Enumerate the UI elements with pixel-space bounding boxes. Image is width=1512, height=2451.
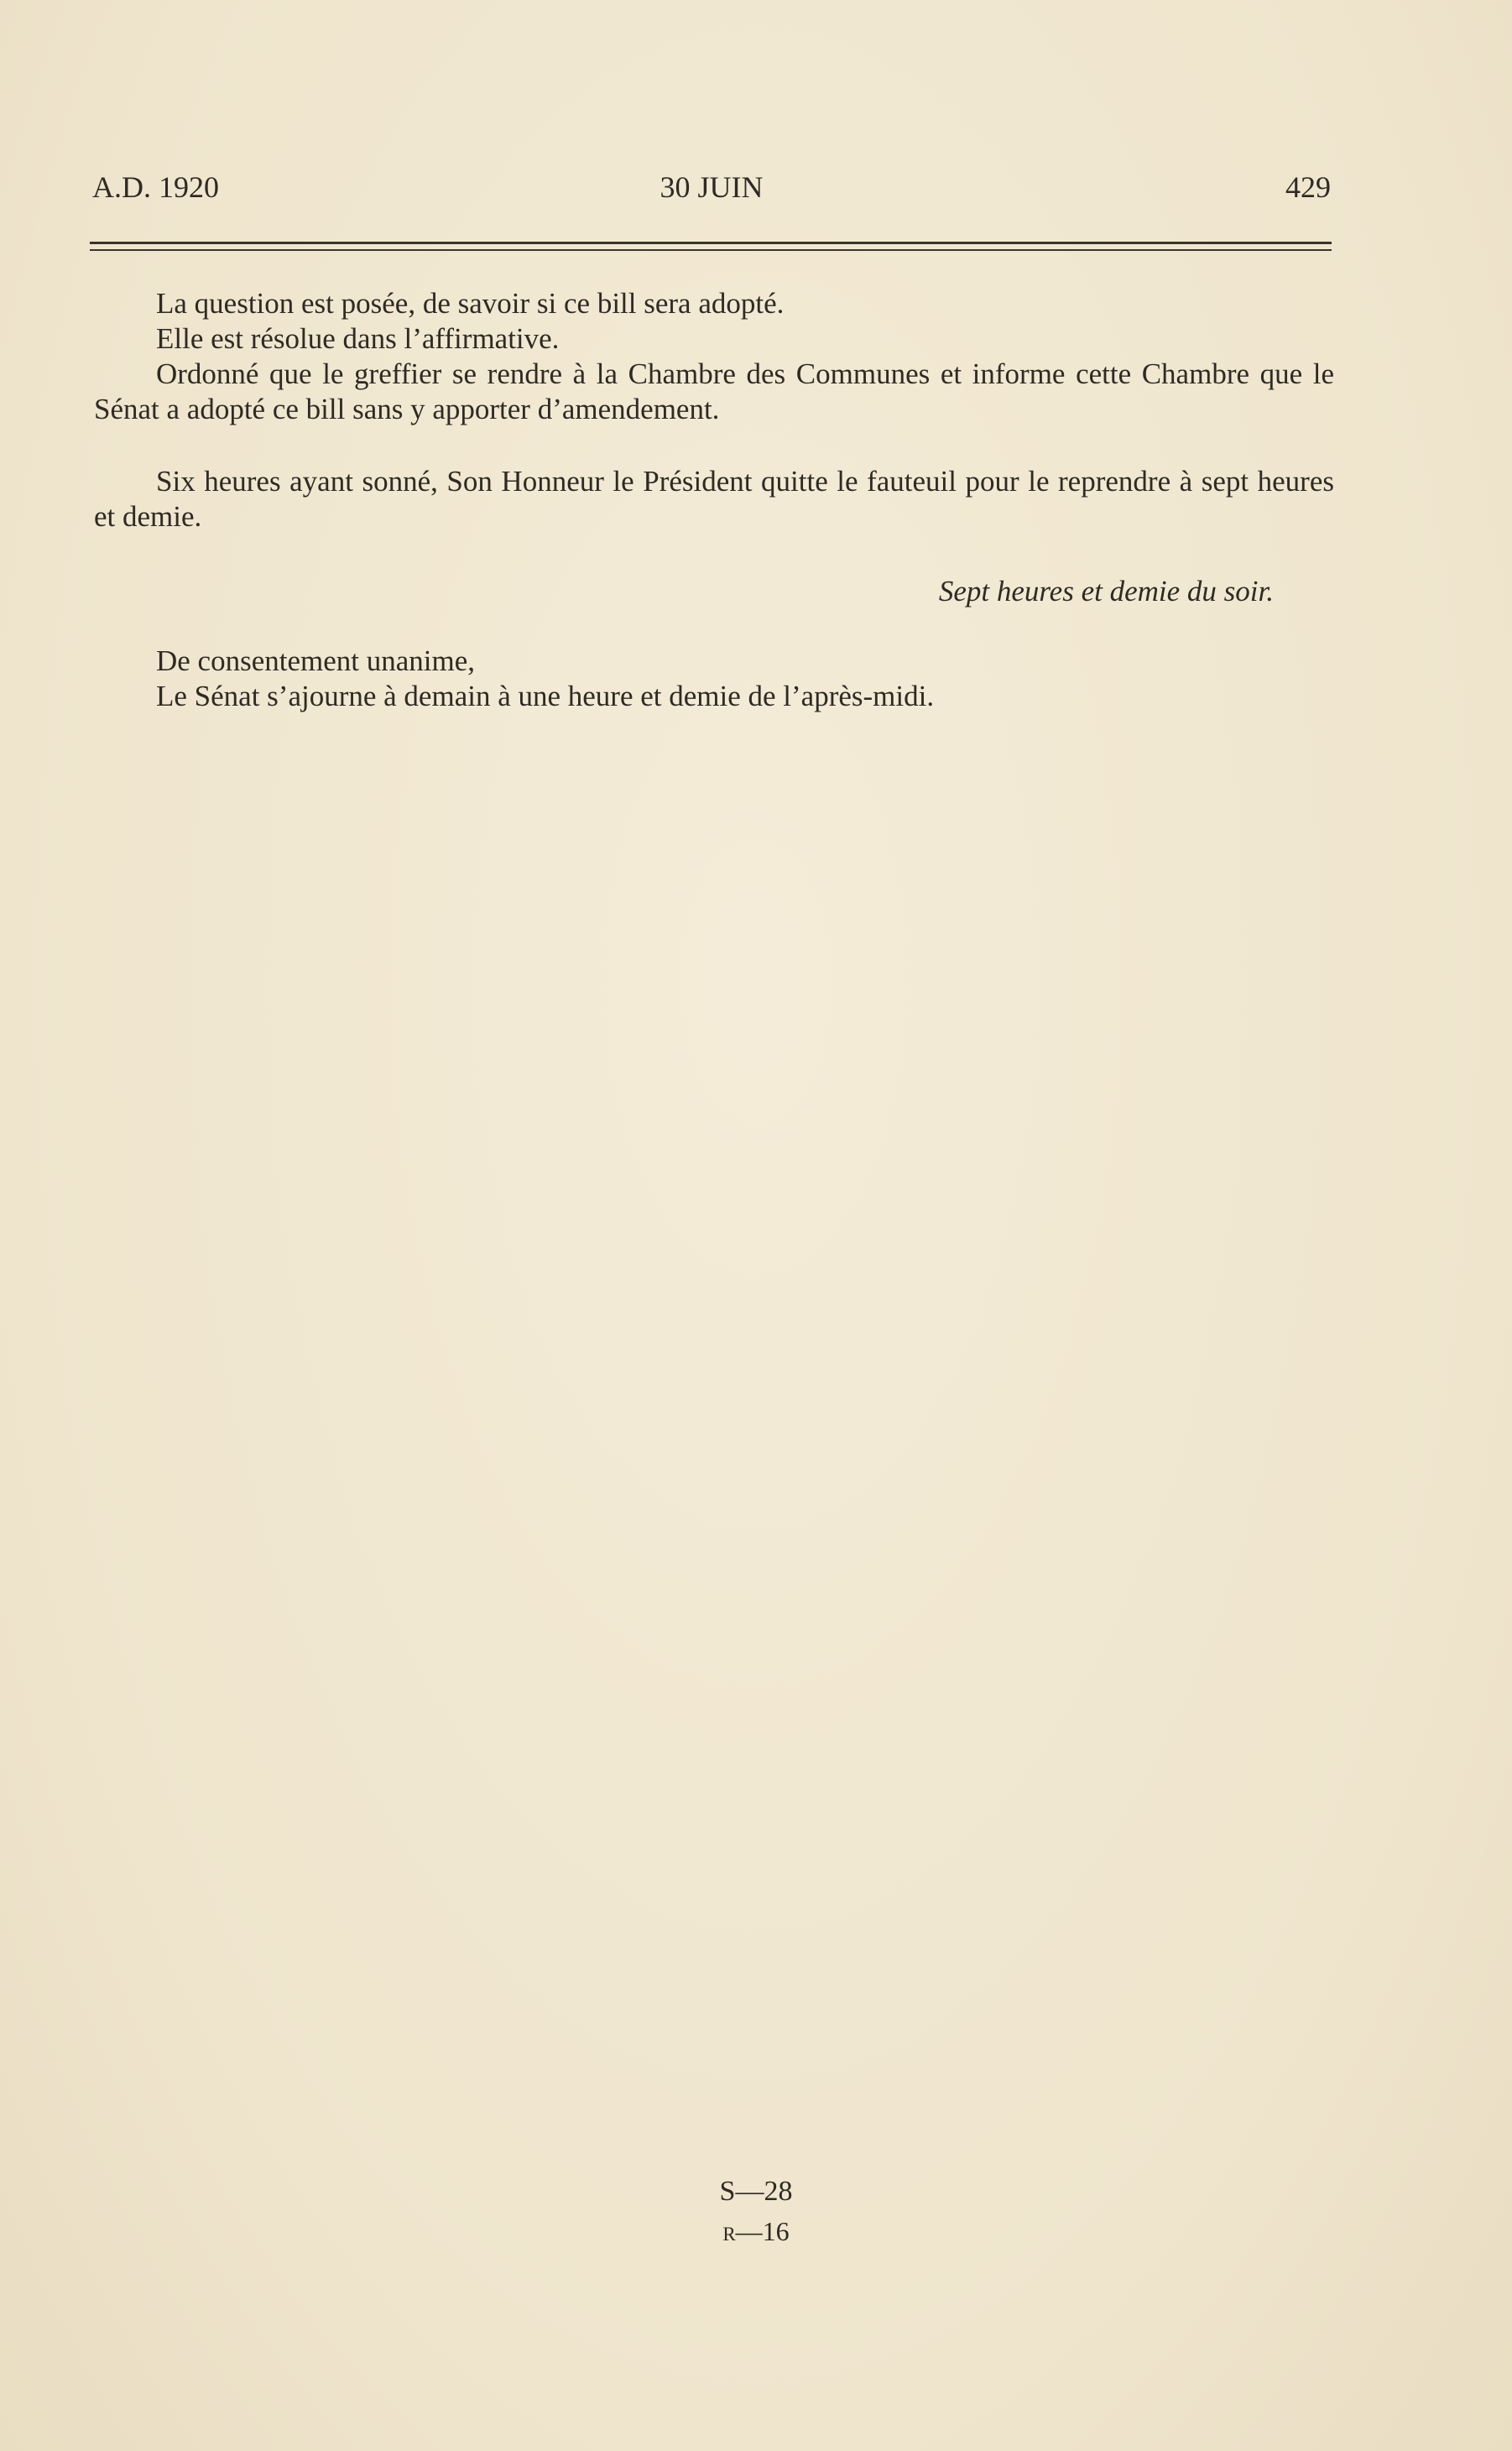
text-block-bill-adoption [94,286,1334,427]
paragraph-question: La question est posée, de savoir si ce bill sera adopté. [156,287,785,320]
signature-mark-1: S—28 [719,2176,793,2207]
paragraph-consent: De consentement unanime, [156,644,476,677]
running-header [92,166,1331,208]
paragraph-resolution: Elle est résolue dans l’affirmative. [156,322,560,355]
sitting-time-heading: Sept heures et demie du soir. [938,575,1274,608]
signature-mark-2 [0,2213,1512,2253]
header-rule-top [90,242,1332,244]
paragraph-order: Ordonné que le greffier se rendre à la Chambre des Communes et informe cette Chambre que le Sénat a adopté ce bill sans y apporter d’amendement. [94,357,1334,425]
signature-mark-2-number: —16 [735,2216,790,2246]
paragraph-recess: Six heures ayant sonné, Son Honneur le Président quitte le fauteuil pour le reprendre à sept heures et demie. [94,465,1334,533]
page-number: 429 [1285,170,1331,204]
header-rule-bottom [90,249,1332,251]
paragraph-adjournment: Le Sénat s’ajourne à demain à une heure et demie de l’après-midi. [156,680,935,712]
header-year: A.D. 1920 [92,170,219,204]
text-block-recess [94,464,1334,535]
signature-mark-2-prefix: R [722,2224,736,2245]
header-date: 30 JUIN [660,170,764,204]
text-block-adjournment [94,644,1334,714]
